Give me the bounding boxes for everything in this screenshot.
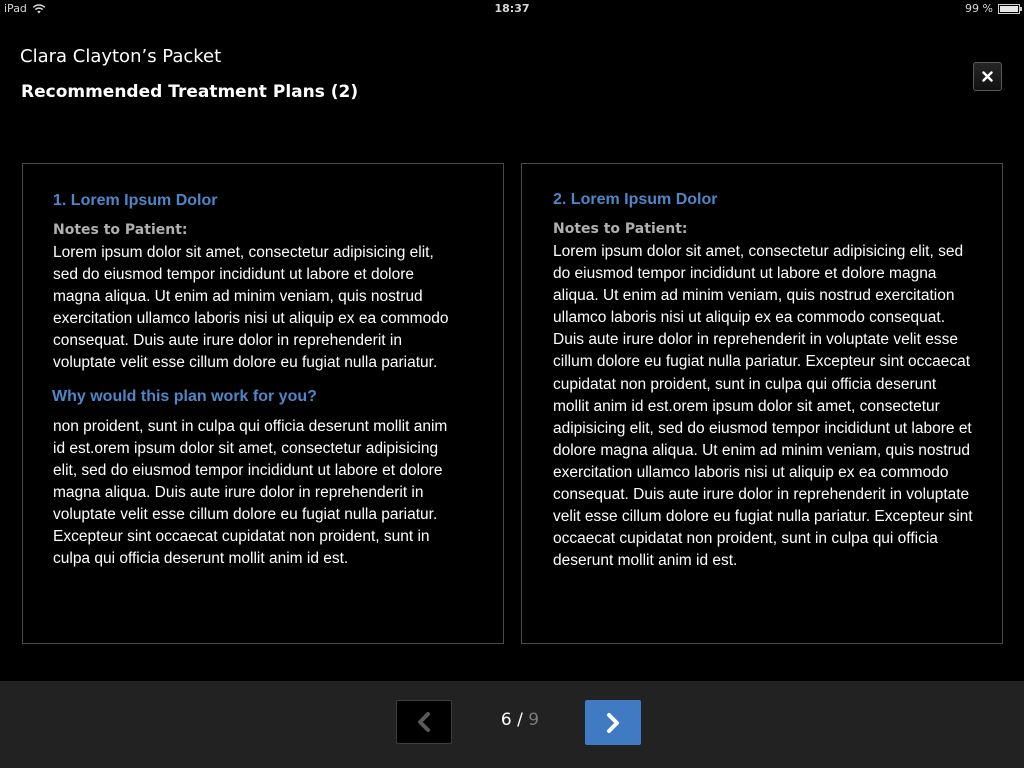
why-plan-heading: Why would this plan work for you?: [52, 387, 317, 405]
notes-text: Lorem ipsum dolor sit amet, consectetur adipisicing elit, sed do eiusmod tempor incididunt ut labore et dolore magna aliqua. Ut enim ad minim veniam, quis nostrud exercitation ullamco laboris nisi ut aliquip ex ea commodo consequat. Duis aute irure dolor in reprehenderit in voluptate velit esse cillum dolore eu fugiat nulla pariatur. Excepteur sint occaecat cupidatat non proident, sunt in culpa qui officia deserunt mollit anim id est.orem ipsum dolor sit amet, consectetur adipisicing elit, sed do eiusmod tempor incididunt ut labore et dolore magna aliqua. Ut enim ad minim veniam, quis nostrud exercitation ullamco laboris nisi ut aliquip ex ea commodo consequat. Duis aute irure dolor in reprehenderit in voluptate velit esse cillum dolore eu fugiat nulla pariatur. Excepteur sint occaecat cupidatat non proident, sunt in culpa qui officia deserunt mollit anim id est.: [553, 243, 973, 570]
device-label: iPad: [4, 2, 27, 15]
total-pages: 9: [528, 710, 540, 730]
previous-page-button[interactable]: [396, 700, 452, 744]
next-page-button[interactable]: [585, 700, 641, 745]
chevron-left-icon: [416, 711, 432, 733]
close-icon: [982, 71, 993, 82]
plan-content: [553, 190, 973, 572]
status-time: 18:37: [494, 2, 530, 15]
notes-label: Notes to Patient:: [553, 221, 688, 237]
plan-title: 2. Lorem Ipsum Dolor: [553, 191, 718, 208]
page-separator: /: [517, 710, 523, 730]
plan-content: [53, 191, 453, 570]
battery-fill: [1000, 6, 1018, 12]
battery-percent: 99 %: [965, 2, 993, 15]
close-button[interactable]: [973, 62, 1002, 91]
treatment-plan-card-2: [521, 163, 1003, 644]
status-bar: [0, 0, 1024, 20]
packet-title: Clara Clayton’s Packet: [20, 46, 222, 67]
page-title: Recommended Treatment Plans (2): [21, 82, 359, 102]
why-plan-text: non proident, sunt in culpa qui officia deserunt mollit anim id est.orem ipsum dolor sit amet, consectetur adipisicing elit, sed do eiusmod tempor incididunt ut labore et dolore magna aliqua. Duis aute irure dolor in reprehenderit in voluptate velit esse cillum dolore eu fugiat nulla pariatur. Excepteur sint occaecat cupidatat non proident, sunt in culpa qui officia deserunt mollit anim id est.: [53, 417, 448, 568]
chevron-right-icon: [605, 712, 621, 734]
page-indicator: [470, 710, 570, 730]
current-page: 6: [500, 710, 512, 730]
notes-label: Notes to Patient:: [53, 222, 188, 238]
status-right: [965, 2, 1020, 15]
battery-icon: [998, 4, 1020, 14]
pager-footer: [0, 681, 1024, 768]
treatment-plan-card-1: [22, 163, 504, 644]
plan-title: 1. Lorem Ipsum Dolor: [53, 192, 218, 209]
notes-text: Lorem ipsum dolor sit amet, consectetur adipisicing elit, sed do eiusmod tempor incididunt ut labore et dolore magna aliqua. Ut enim ad minim veniam, quis nostrud exercitation ullamco laboris nisi ut aliquip ex ea commodo consequat. Duis aute irure dolor in reprehenderit in voluptate velit esse cillum dolore eu fugiat nulla pariatur.: [53, 244, 449, 372]
